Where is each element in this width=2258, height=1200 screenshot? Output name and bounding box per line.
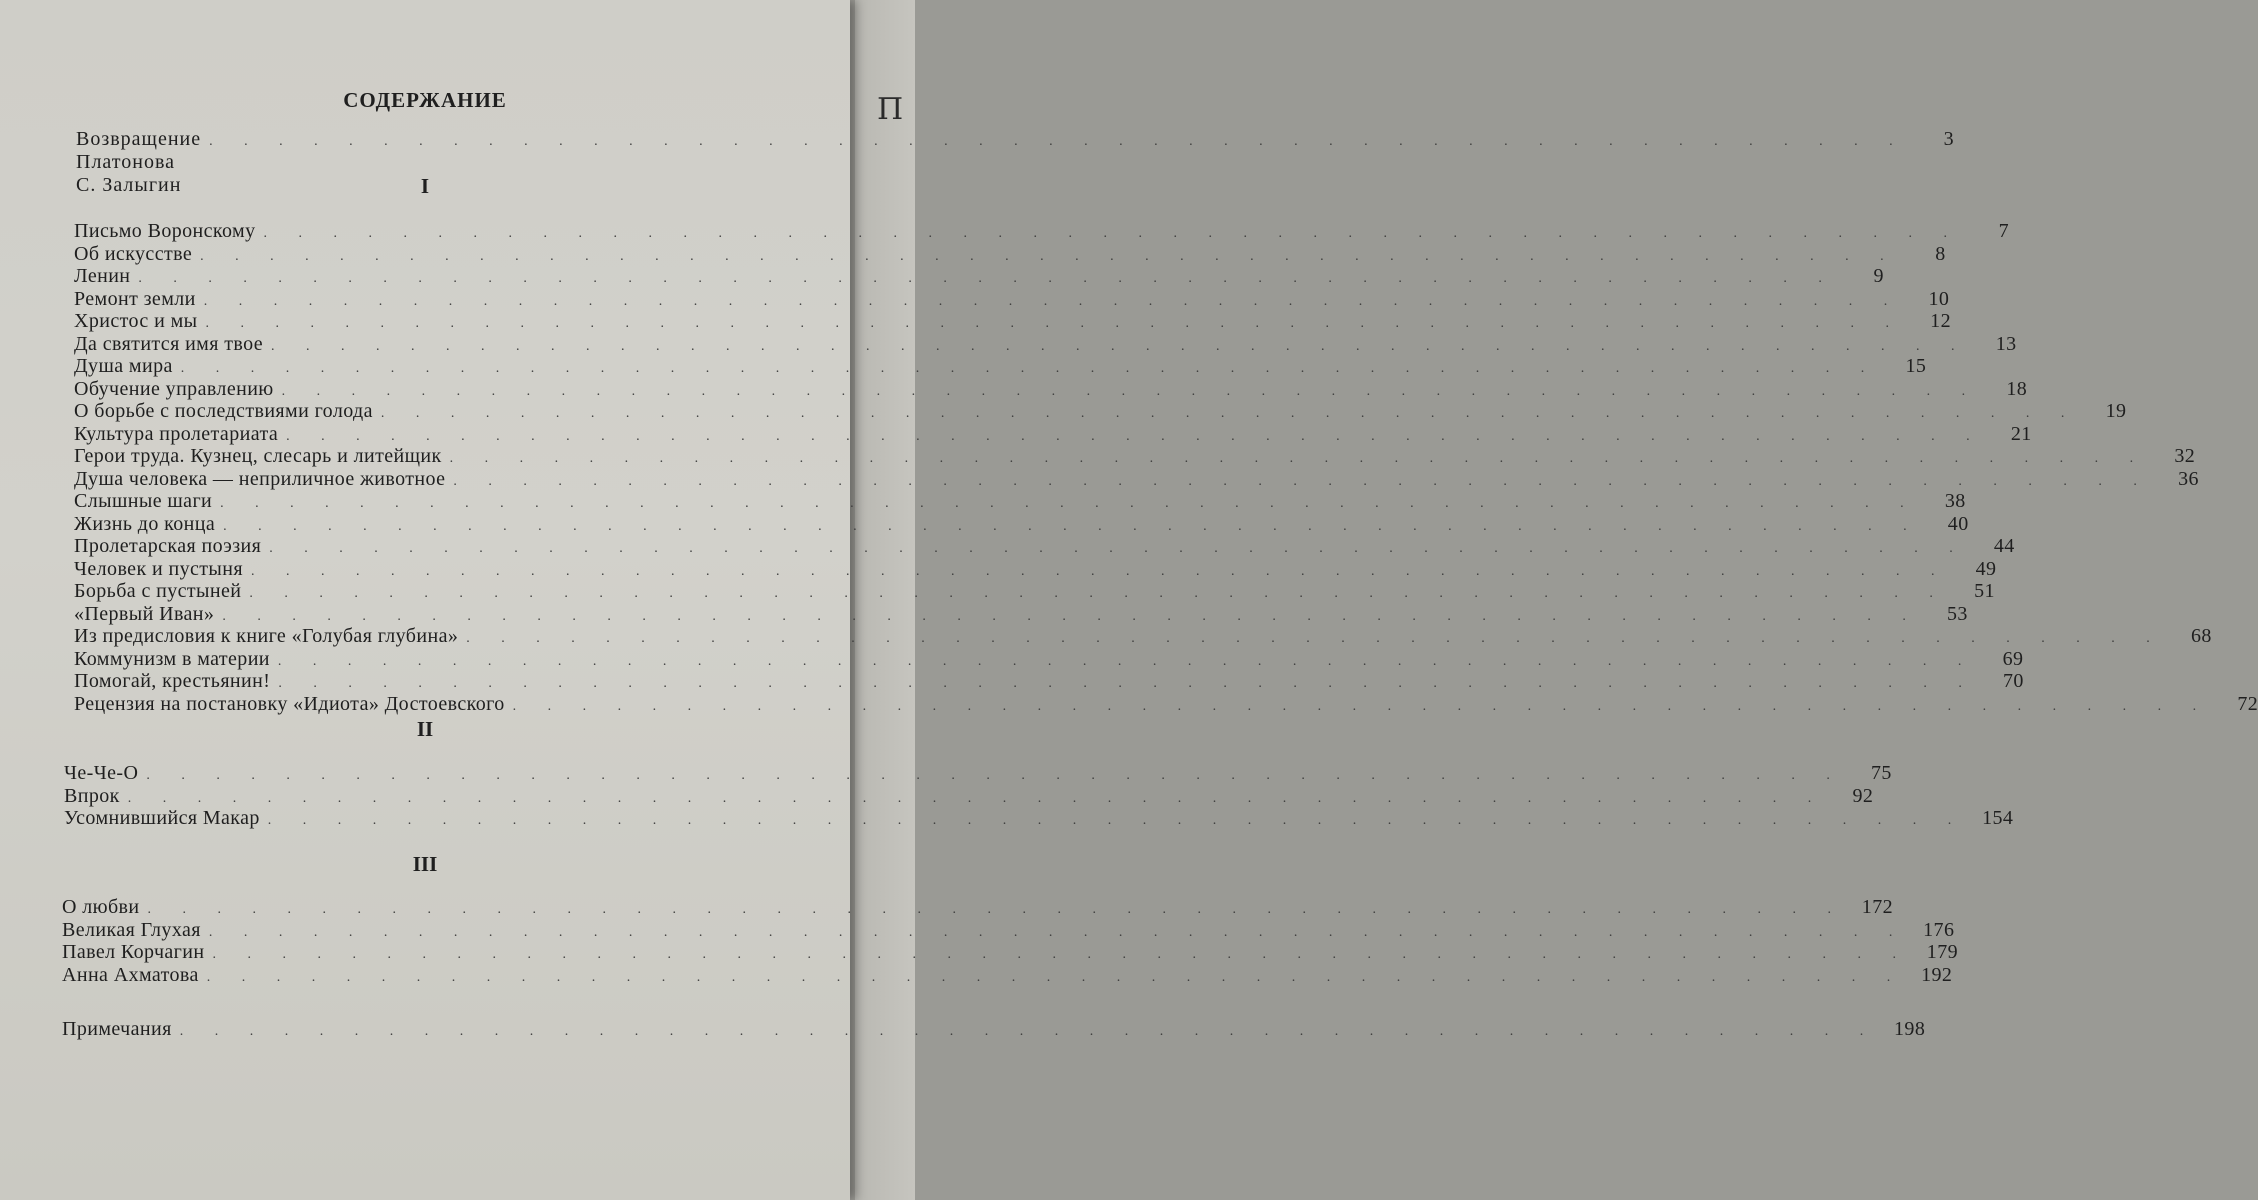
toc-entry-title: Культура пролетариата	[74, 422, 279, 445]
toc-entry-page: 92	[1852, 784, 1874, 807]
toc-entry-page: 72	[2237, 692, 2258, 715]
dot-leader	[204, 291, 1902, 314]
dot-leader	[209, 922, 1907, 945]
toc-entry-page: 13	[1995, 332, 2017, 355]
dot-leader	[213, 944, 1911, 967]
dot-leader	[513, 696, 2211, 719]
toc-entry-title: Ремонт земли	[74, 287, 196, 310]
section-heading-3: III	[412, 852, 438, 876]
toc-entry-page: 51	[1974, 580, 1995, 602]
toc-entry-title: Письмо Воронскому	[74, 220, 256, 242]
toc-entry-title: Усомнившийся Макар	[64, 807, 260, 829]
toc-entry	[74, 220, 2009, 243]
toc-entry-page: 49	[1975, 557, 1997, 580]
dot-leader	[249, 583, 1947, 606]
toc-entry-title: Ленин	[74, 265, 131, 287]
dot-leader	[450, 448, 2148, 471]
toc-entry-page: 32	[2174, 445, 2196, 467]
toc-entry-page: 154	[1982, 807, 2014, 829]
toc-entry-page: 38	[1944, 490, 1966, 512]
dot-leader	[128, 788, 1826, 811]
dot-leader	[269, 538, 1967, 561]
dot-leader	[222, 606, 1920, 629]
toc-entry	[74, 332, 2017, 356]
toc-entry-title: О борьбе с последствиями голода	[74, 400, 373, 422]
toc-entry-title: Герои труда. Кузнец, слесарь и литейщик	[74, 445, 442, 467]
page-title: СОДЕРЖАНИЕ	[343, 88, 507, 112]
dot-leader	[146, 765, 1844, 788]
toc-entry	[62, 963, 1953, 987]
toc-entry-page: 3	[1943, 128, 1955, 150]
toc-entry-page: 12	[1930, 310, 1951, 332]
toc-entry	[74, 445, 2196, 468]
toc-entry	[74, 422, 2032, 446]
toc-entry-title: Анна Ахматова	[62, 963, 199, 986]
toc-entry-title: Возвращение Платонова С. Залыгин	[76, 128, 202, 196]
dot-leader	[282, 381, 1980, 404]
toc-entry-page: 68	[2190, 625, 2212, 647]
toc-section-1	[74, 220, 2258, 715]
toc-entry-title: Слышные шаги	[74, 490, 213, 512]
toc-entry	[74, 467, 2199, 491]
toc-entry	[62, 941, 1958, 964]
toc-entry-page: 44	[1993, 535, 2015, 557]
toc-entry-title: Примечания	[62, 1018, 172, 1040]
toc-entry-page: 19	[2105, 400, 2127, 422]
dot-leader	[205, 313, 1903, 336]
toc-entry	[64, 784, 1874, 808]
toc-entry	[74, 512, 1969, 536]
toc-entry-page: 53	[1947, 602, 1968, 625]
toc-entry-title: Из предисловия к книге «Голубая глубина»	[74, 625, 459, 647]
toc-entry	[74, 647, 2024, 671]
toc-entry-page: 8	[1935, 242, 1946, 265]
toc-entry-title: Впрок	[64, 784, 120, 807]
toc-entry-title: О любви	[62, 896, 140, 918]
toc-entry-title: Павел Корчагин	[62, 941, 205, 963]
toc-entry-title: Великая Глухая	[62, 918, 201, 941]
toc-entry-title: Обучение управлению	[74, 377, 274, 400]
toc-entry	[64, 807, 2014, 830]
toc-entry-title: Да святится имя твое	[74, 332, 264, 355]
dot-leader	[148, 899, 1846, 922]
dot-leader	[223, 516, 1921, 539]
toc-entry-title: Душа человека — неприличное животное	[74, 467, 446, 490]
toc-entry	[74, 670, 2024, 693]
toc-entry	[74, 287, 1950, 311]
toc-entry	[62, 896, 1893, 919]
toc-entry-page: 70	[2003, 670, 2024, 692]
dot-leader	[286, 426, 1984, 449]
toc-entry	[74, 535, 2015, 558]
toc-entry	[74, 580, 1995, 603]
dot-leader	[220, 493, 1918, 516]
toc-entry	[74, 625, 2212, 648]
toc-entry-page: 179	[1926, 941, 1958, 963]
toc-entry	[62, 918, 1955, 942]
toc-entry	[74, 265, 1884, 288]
toc-entry-page: 75	[1871, 762, 1892, 784]
toc-entry-title: «Первый Иван»	[74, 602, 215, 625]
dot-leader	[207, 967, 1905, 990]
toc-entry-title: Душа мира	[74, 355, 173, 377]
toc-entry-title: Жизнь до конца	[74, 512, 216, 535]
dot-leader	[466, 628, 2164, 651]
toc-entry	[74, 602, 1968, 626]
toc-entry-title: Че-Че-О	[64, 762, 139, 784]
toc-entry-page: 36	[2178, 467, 2199, 490]
toc-entry-page: 9	[1873, 265, 1884, 287]
toc-entry-page: 21	[2010, 422, 2032, 445]
dot-leader	[381, 403, 2079, 426]
toc-entry	[64, 762, 1892, 785]
dot-leader	[180, 1021, 1878, 1044]
toc-entry-page: 18	[2006, 377, 2028, 400]
toc-entry-title: Рецензия на постановку «Идиота» Достоевского	[74, 692, 505, 715]
dot-leader	[268, 810, 1966, 833]
toc-entry-title: Борьба с пустыней	[74, 580, 242, 602]
toc-section-3	[62, 896, 1958, 986]
toc-entry	[74, 557, 1997, 581]
dot-leader	[278, 651, 1976, 674]
section-heading-2: II	[416, 717, 434, 741]
toc-entry	[62, 1018, 1926, 1041]
toc-entry-page: 198	[1894, 1018, 1926, 1040]
section-heading-1: I	[420, 174, 430, 198]
dot-leader	[200, 246, 1898, 269]
toc-entry	[74, 355, 1927, 378]
toc-entry-title: Христос и мы	[74, 310, 198, 332]
toc-entry-page: 40	[1947, 512, 1969, 535]
toc-entry-title: Об искусстве	[74, 242, 193, 265]
dot-leader	[453, 471, 2151, 494]
dot-leader	[251, 561, 1949, 584]
toc-entry-page: 15	[1905, 355, 1927, 377]
toc-entry-title: Пролетарская поэзия	[74, 535, 262, 557]
facing-page-letter: П	[877, 92, 904, 127]
toc-entry	[74, 692, 2258, 716]
toc-entry	[74, 400, 2127, 423]
toc-entry	[74, 310, 1951, 333]
toc-entry-page: 10	[1928, 287, 1950, 310]
dot-leader	[209, 134, 1907, 150]
dot-leader	[271, 336, 1969, 359]
toc-entry-page: 176	[1923, 918, 1955, 941]
toc-entry-title: Человек и пустыня	[74, 557, 243, 580]
toc-entry-page: 172	[1861, 896, 1893, 918]
toc-entry-title: Помогай, крестьянин!	[74, 670, 271, 692]
toc-entry	[74, 377, 2028, 401]
toc-entry-page: 192	[1921, 963, 1953, 986]
dot-leader	[264, 223, 1962, 246]
toc-entry-page: 69	[2002, 647, 2024, 670]
toc-entry	[74, 242, 1946, 266]
toc-section-2	[64, 762, 2014, 830]
dot-leader	[138, 268, 1836, 291]
dot-leader	[278, 673, 1976, 696]
toc-entry-page: 7	[1998, 220, 2009, 242]
dot-leader	[181, 358, 1879, 381]
toc-entry-title: Коммунизм в материи	[74, 647, 270, 670]
toc-entry	[74, 490, 1966, 513]
toc-section-notes	[62, 1018, 1926, 1041]
